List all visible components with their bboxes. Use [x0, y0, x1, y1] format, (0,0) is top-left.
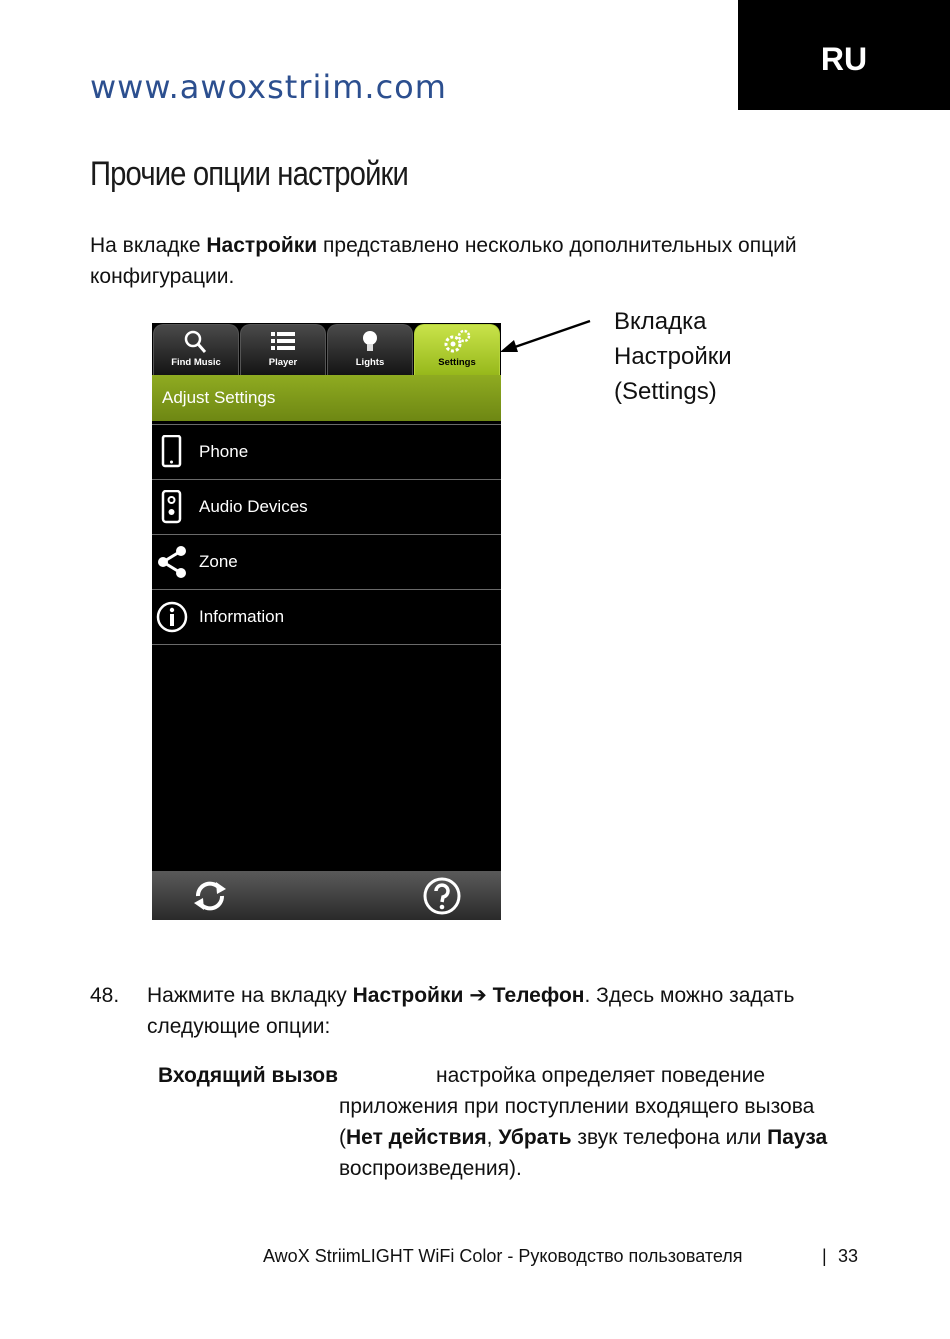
term-desc-first: настройка определяет поведение — [436, 1064, 766, 1087]
tab-bar — [152, 323, 501, 375]
menu-item-information[interactable] — [152, 589, 501, 644]
tab-lights-label: Lights — [355, 357, 385, 368]
step-bold-settings: Настройки — [352, 984, 464, 1007]
intro-paragraph — [90, 230, 830, 292]
speaker-icon — [158, 490, 186, 524]
footer-title: AwoX StriimLIGHT WiFi Color - Руководство пользователя — [263, 1246, 743, 1266]
annotation-line-3: (Settings) — [614, 378, 717, 405]
tab-player-label: Player — [268, 357, 298, 368]
menu-divider — [152, 644, 501, 645]
tab-player[interactable] — [240, 324, 326, 375]
intro-suffix: представлено несколько дополнительных опций конфигурации. — [90, 234, 797, 288]
menu-item-phone[interactable] — [152, 424, 501, 479]
info-icon — [155, 600, 189, 634]
menu-item-phone-label: Phone — [199, 442, 249, 461]
footer-separator: | — [822, 1246, 827, 1266]
step-text — [147, 980, 837, 1042]
annotation-line-2: Настройки — [614, 343, 732, 370]
term-desc-3: звук телефона или — [571, 1126, 768, 1149]
gears-icon — [442, 329, 472, 355]
tab-settings-label: Settings — [438, 357, 476, 368]
term-desc-2: , — [486, 1126, 499, 1149]
menu-item-audio-devices[interactable] — [152, 479, 501, 534]
search-icon — [181, 329, 211, 355]
share-icon — [154, 545, 188, 579]
language-badge-label: RU — [820, 40, 868, 77]
refresh-icon[interactable] — [190, 876, 230, 916]
term-description — [339, 1091, 839, 1184]
bulb-icon — [355, 329, 385, 355]
app-screenshot — [152, 323, 501, 920]
term-bold-1: Нет действия — [346, 1126, 487, 1149]
list-icon — [268, 329, 298, 355]
menu-item-audio-devices-label: Audio Devices — [199, 497, 308, 516]
term-name: Входящий вызов — [158, 1064, 339, 1087]
intro-prefix: На вкладке — [90, 234, 207, 257]
menu-item-zone-label: Zone — [199, 552, 238, 571]
term-desc-4: воспроизведения). — [339, 1157, 522, 1180]
tab-settings[interactable] — [414, 324, 500, 375]
menu-item-zone[interactable] — [152, 534, 501, 589]
tab-find-music[interactable] — [153, 324, 239, 375]
annotation-arrow — [498, 315, 598, 360]
menu-item-information-label: Information — [199, 607, 285, 626]
language-badge — [738, 0, 950, 110]
step-number: 48. — [90, 984, 120, 1007]
page-title: Прочие опции настройки — [90, 155, 408, 193]
step-text-2: . Здесь можно задать следующие опции: — [147, 984, 795, 1038]
term-desc-1: приложения при поступлении входящего вызова ( — [339, 1095, 815, 1149]
step-arrow: ➔ — [463, 984, 493, 1007]
phone-icon — [158, 435, 186, 469]
step-bold-phone: Телефон — [492, 984, 585, 1007]
site-url[interactable]: www.awoxstriim.com — [90, 68, 447, 106]
intro-bold: Настройки — [206, 234, 318, 257]
annotation-line-1: Вкладка — [614, 308, 707, 335]
adjust-settings-header: Adjust Settings — [152, 375, 501, 421]
bottom-toolbar — [152, 871, 501, 920]
settings-tab-annotation — [614, 304, 732, 409]
page-number: 33 — [838, 1246, 859, 1266]
help-icon[interactable] — [422, 876, 462, 916]
tab-find-music-label: Find Music — [171, 357, 221, 368]
term-bold-3: Пауза — [767, 1126, 828, 1149]
tab-lights[interactable] — [327, 324, 413, 375]
term-bold-2: Убрать — [498, 1126, 572, 1149]
step-text-1: Нажмите на вкладку — [147, 984, 353, 1007]
